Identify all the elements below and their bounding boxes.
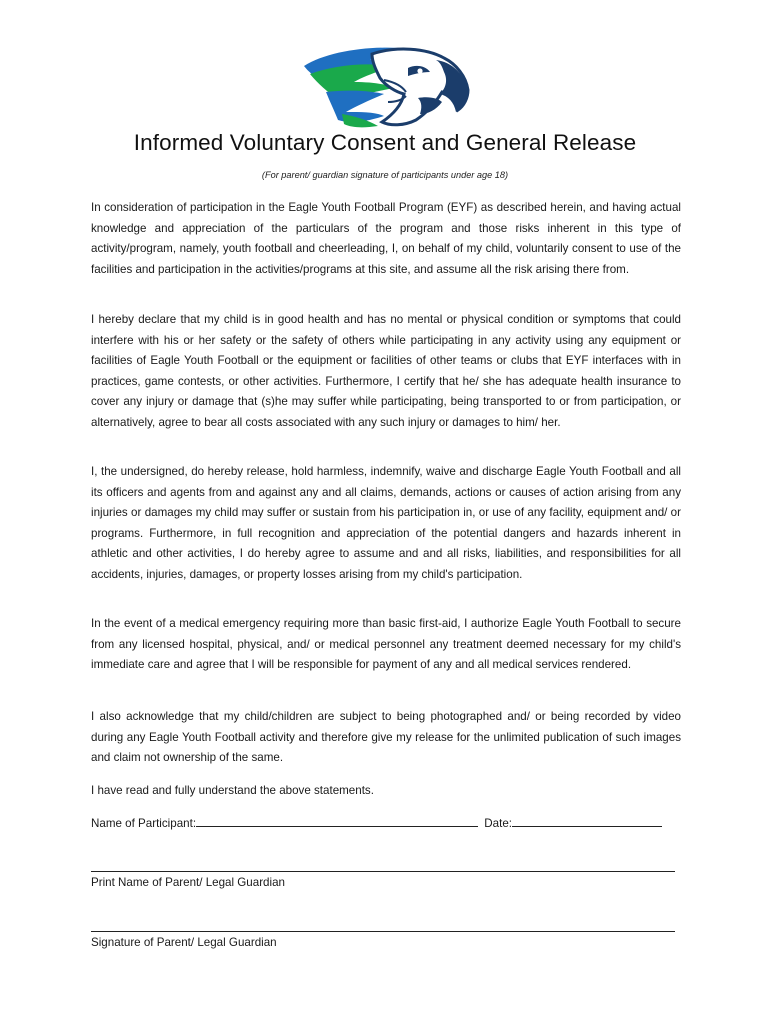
parent-name-label: Print Name of Parent/ Legal Guardian [91,876,285,889]
acknowledgement-statement: I have read and fully understand the above statements. [91,784,374,797]
participant-row [91,814,662,834]
release-paragraph: I, the undersigned, do hereby release, hold harmless, indemnify, waive and discharge Eagle Youth Football and all its officers and agents from and against any and all claims, demands, actions or causes of action arising from any injuries or damages my child may suffer or sustain from his participation in, or use of any facility, equipment and/ or programs. Furthermore, in full recognition and appreciation of the potential dangers and hazards inherent in athletic and other activities, I do hereby agree to assume and and all risks, liabilities, and responsibilities for all accidents, injuries, damages, or property losses arising from my child's participation. [91,465,681,581]
participant-name-field[interactable] [196,814,478,827]
parent-signature-field[interactable] [91,931,675,932]
medical-emergency-paragraph: In the event of a medical emergency requiring more than basic first-aid, I authorize Eagle Youth Football to secure from any licensed hospital, physical, and/ or medical personnel any treatment deemed necessary for my child's immediate care and agree that I will be responsible for payment of any and all medical services rendered. [91,617,681,671]
photo-release-paragraph: I also acknowledge that my child/children are subject to being photographed and/ or being recorded by video during any Eagle Youth Football activity and therefore give my release for the unlimited publication of such images and claim not ownership of the same. [91,710,681,764]
parent-signature-label: Signature of Parent/ Legal Guardian [91,936,277,949]
date-label: Date: [484,817,512,830]
date-field[interactable] [512,814,662,827]
parent-name-field[interactable] [91,871,675,872]
participant-name-label: Name of Participant: [91,817,197,830]
eagle-logo-icon [296,40,474,132]
document-title: Informed Voluntary Consent and General Release [133,130,637,155]
health-declaration-paragraph: I hereby declare that my child is in good health and has no mental or physical condition or symptoms that could interfere with his or her safety or the safety of others while participating in any activity using any equipment or facilities of Eagle Youth Football or the equipment or facilities of other teams or clubs that EYF interfaces with in practices, game contests, or other activities. Furthermore, I certify that he/ she has adequate health insurance to cover any injury or damage that (s)he may suffer while participating, being transported to or from participation, or alternatively, agree to bear all costs associated with any such injury or damages to him/ her. [91,313,681,429]
consent-paragraph: In consideration of participation in the Eagle Youth Football Program (EYF) as described herein, and having actual knowledge and appreciation of the particulars of the program and those risks inherent in this type of activity/program, namely, youth football and cheerleading, I, on behalf of my child, voluntarily consent to use of the facilities and participation in the activities/programs at this site, and assume all the risk arising there from. [91,201,681,276]
document-subtitle: (For parent/ guardian signature of participants under age 18) [261,170,509,180]
